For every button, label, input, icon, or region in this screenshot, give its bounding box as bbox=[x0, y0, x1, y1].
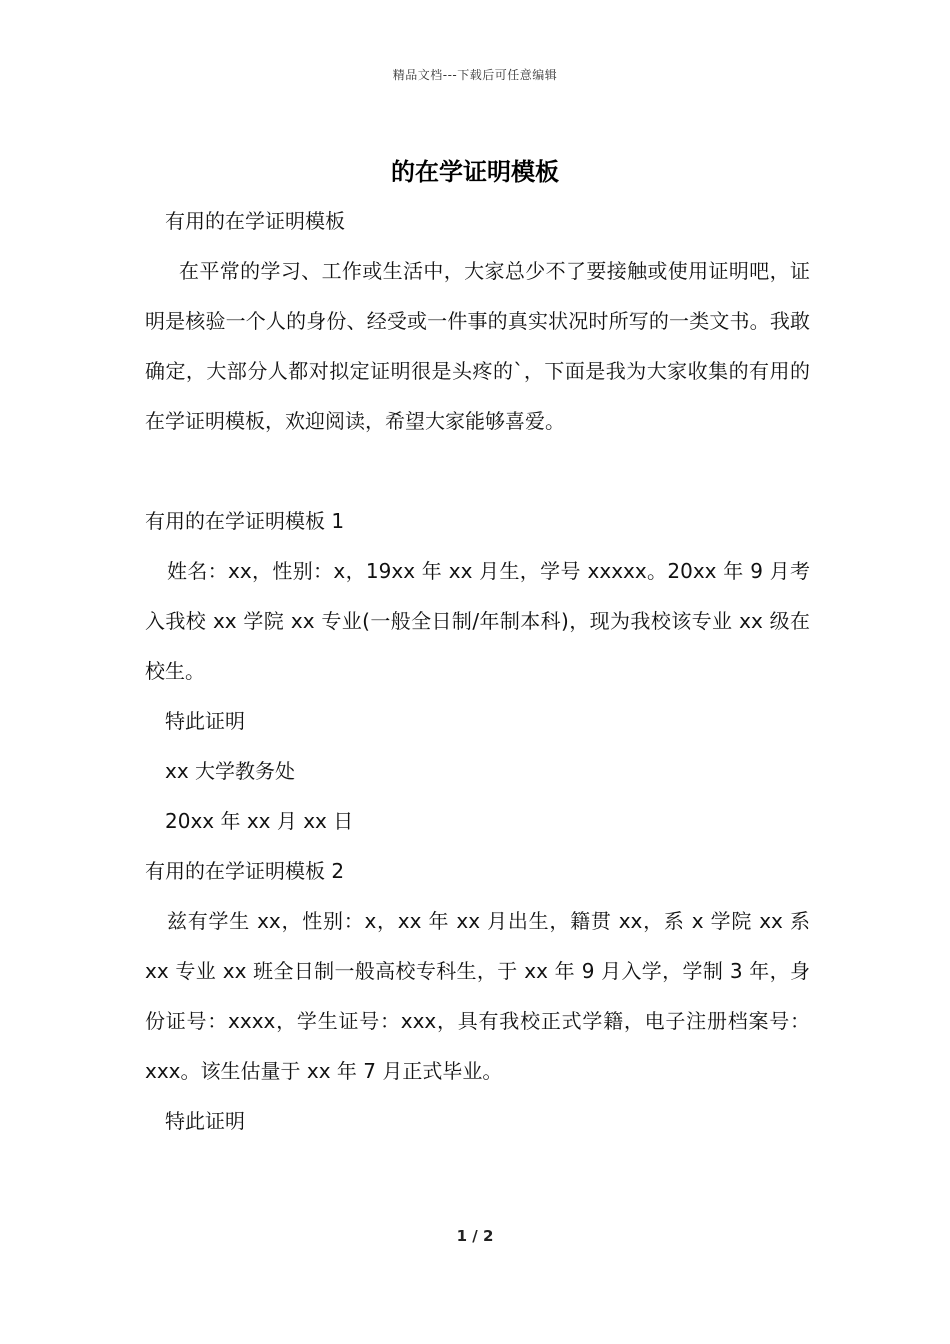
page-number: 1 / 2 bbox=[456, 1227, 494, 1245]
section-heading-1: 有用的在学证明模板 1 bbox=[145, 509, 345, 533]
document-body bbox=[145, 196, 810, 1146]
certify-line-1: 特此证明 bbox=[165, 709, 245, 733]
document-title: 的在学证明模板 bbox=[391, 158, 559, 186]
section-heading-2: 有用的在学证明模板 2 bbox=[145, 859, 345, 883]
intro-paragraph: 在平常的学习、工作或生活中，大家总少不了要接触或使用证明吧，证明是核验一个人的身份、经受或一件事的真实状况时所写的一类文书。我敢确定，大部分人都对拟定证明很是头疼的`，下面是我为大家收集的有用的在学证明模板，欢迎阅读，希望大家能够喜爱。 bbox=[145, 259, 810, 433]
template-2-body: 兹有学生 xx，性别：x，xx 年 xx 月出生，籍贯 xx，系 x 学院 xx 系 xx 专业 xx 班全日制一般高校专科生，于 xx 年 9 月入学，学制 3 年，身份证号：xxxx，学生证号：xxx，具有我校正式学籍，电子注册档案号：xxx。该生估量于 xx 年 7 月正式毕业。 bbox=[145, 909, 810, 1083]
certify-line-2: 特此证明 bbox=[165, 1109, 245, 1133]
date-line: 20xx 年 xx 月 xx 日 bbox=[165, 809, 354, 833]
blank-line bbox=[145, 446, 810, 496]
header-note: 精品文档---下载后可任意编辑 bbox=[392, 68, 558, 82]
template-1-body: 姓名：xx，性别：x，19xx 年 xx 月生，学号 xxxxx。20xx 年 9 月考入我校 xx 学院 xx 专业(一般全日制/年制本科)，现为我校该专业 xx 级在校生。 bbox=[145, 559, 810, 683]
subtitle-paragraph: 有用的在学证明模板 bbox=[165, 209, 345, 233]
issuer-line: xx 大学教务处 bbox=[165, 759, 296, 783]
